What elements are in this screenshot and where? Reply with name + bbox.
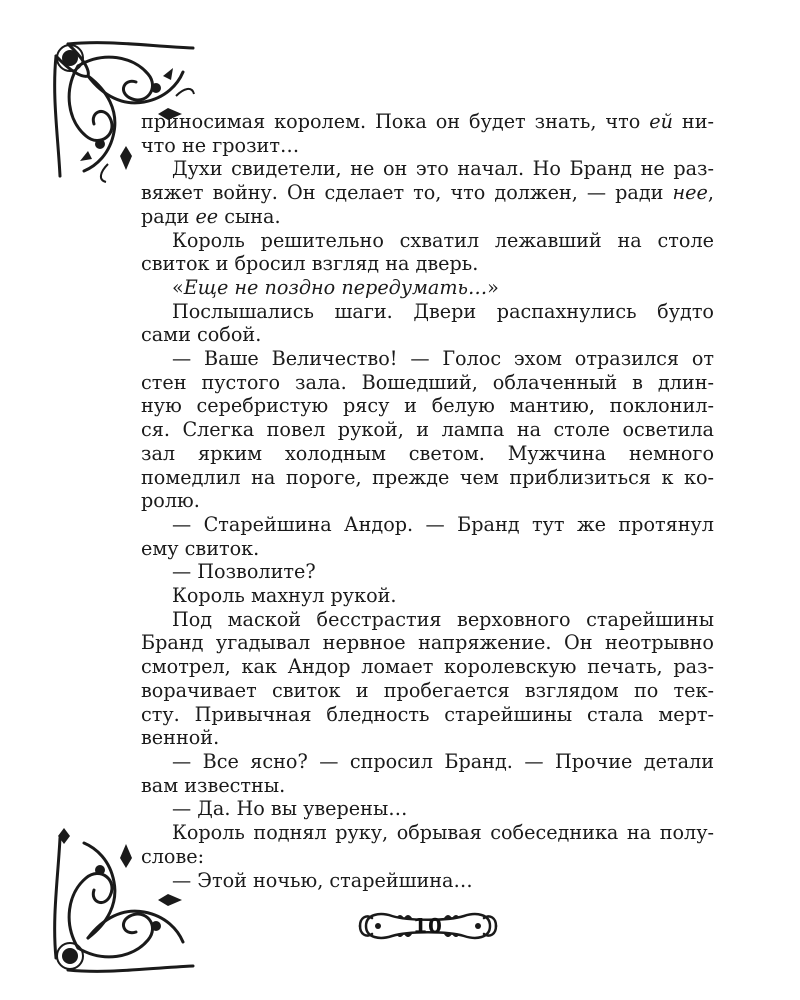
paragraph: зал ярким холодным светом. Мужчина немного xyxy=(141,441,714,465)
paragraph: ся. Слегка повел рукой, и лампа на столе осветила xyxy=(141,418,714,442)
paragraph: Бранд угадывал нервное напряжение. Он неотрывно xyxy=(141,631,714,655)
paragraph: — Все ясно? — спросил Бранд. — Прочие детали xyxy=(172,749,714,773)
paragraph: ему свиток. xyxy=(141,536,260,560)
paragraph: ради ее сына. xyxy=(141,204,281,228)
paragraph: ную серебристую рясу и белую мантию, поклонил- xyxy=(141,394,714,418)
paragraph: слове: xyxy=(141,844,205,868)
paragraph: вам известны. xyxy=(141,773,286,797)
paragraph: приносимая королем. Пока он будет знать, что ей ни- xyxy=(141,110,714,133)
paragraph: сту. Привычная бледность старейшины стала мерт- xyxy=(141,702,714,726)
paragraph: Послышались шаги. Двери распахнулись будто xyxy=(172,299,714,323)
paragraph: ворачивает свиток и пробегается взглядом по тек- xyxy=(141,678,714,702)
paragraph: Король поднял руку, обрывая собеседника на полу- xyxy=(172,821,714,845)
paragraph: ролю. xyxy=(141,489,200,513)
paragraph: что не грозит… xyxy=(141,133,300,157)
paragraph: — Этой ночью, старейшина… xyxy=(172,868,473,892)
paragraph: — Позволите? xyxy=(172,560,316,584)
page-number: 10 xyxy=(413,914,443,938)
body-text xyxy=(141,110,714,892)
paragraph: Король решительно схватил лежавший на столе xyxy=(172,228,714,252)
paragraph: Король махнул рукой. xyxy=(172,584,397,608)
paragraph: стен пустого зала. Вошедший, облаченный в длин- xyxy=(141,370,714,394)
paragraph: смотрел, как Андор ломает королевскую печать, раз- xyxy=(141,655,714,679)
paragraph: Духи свидетели, не он это начал. Но Бранд не раз- xyxy=(172,157,714,181)
paragraph: вяжет войну. Он сделает то, что должен, — ради нее, xyxy=(141,181,714,205)
paragraph: сами собой. xyxy=(141,323,262,347)
paragraph: — Старейшина Андор. — Бранд тут же протянул xyxy=(172,512,714,536)
paragraph: помедлил на пороге, прежде чем приблизиться к ко- xyxy=(141,465,714,489)
paragraph: свиток и бросил взгляд на дверь. xyxy=(141,252,479,276)
paragraph: — Ваше Величество! — Голос эхом отразился от xyxy=(172,347,714,371)
paragraph: Под маской бесстрастия верховного старейшины xyxy=(172,607,714,631)
paragraph: — Да. Но вы уверены… xyxy=(172,797,408,821)
paragraph: «Еще не поздно передумать…» xyxy=(172,275,499,299)
paragraph: венной. xyxy=(141,726,220,750)
